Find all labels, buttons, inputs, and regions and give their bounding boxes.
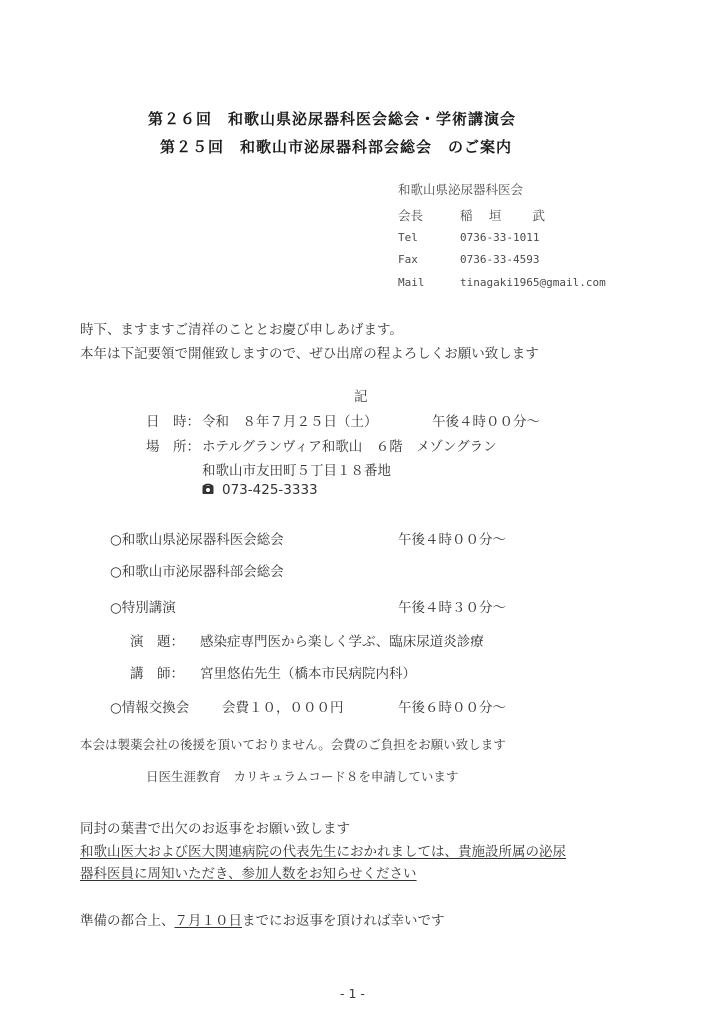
lecture-theme-label: 演 題： <box>130 634 184 650</box>
mail-value: tinagaki1965@gmail.com <box>460 276 606 289</box>
tel-label: Tel <box>398 231 418 244</box>
deadline-prefix: 準備の都合上、 <box>80 913 175 929</box>
page-title-line1: 第２６回 和歌山県泌尿器科医会総会・学術講演会 <box>148 110 517 128</box>
address: 和歌山市友田町５丁目１８番地 <box>202 463 391 479</box>
phone-icon <box>202 483 214 495</box>
page-title-line2: 第２５回 和歌山市泌尿器科部会総会 のご案内 <box>160 138 513 156</box>
program-time: 午後４時３０分～ <box>398 600 506 616</box>
start-time: 午後４時００分～ <box>432 414 540 430</box>
place-label: 場 所： <box>146 439 200 455</box>
mail-label: Mail <box>398 276 425 289</box>
networking-time: 午後６時００分～ <box>398 700 506 716</box>
tel-value: 0736-33-1011 <box>460 231 540 244</box>
program-time: 午後４時００分～ <box>398 532 506 548</box>
greeting-line2: 本年は下記要領で開催致しますので、ぜひ出席の程よろしくお願い致します <box>80 346 539 362</box>
networking-label: ○情報交換会 <box>110 700 190 716</box>
ki-heading: 記 <box>354 389 368 405</box>
closing-line3: 器科医員に周知いただき、参加人数をお知らせください <box>80 866 417 882</box>
sender-org: 和歌山県泌尿器科医会 <box>398 182 524 197</box>
place-value: ホテルグランヴィア和歌山 ６階 メゾングラン <box>202 439 497 455</box>
program-item: ○和歌山市泌尿器科部会総会 <box>110 564 284 580</box>
phone-line <box>202 482 318 498</box>
phone-number: 073-425-3333 <box>222 482 318 498</box>
program-item: ○和歌山県泌尿器科医会総会 <box>110 532 284 548</box>
lecture-theme: 感染症専門医から楽しく学ぶ、臨床尿道炎診療 <box>200 634 484 650</box>
deadline-date: ７月１０日 <box>174 913 242 929</box>
deadline-suffix: までにお返事を頂ければ幸いです <box>242 913 445 929</box>
note-sponsorship: 本会は製薬会社の後援を頂いておりません。会費のご負担をお願い致します <box>80 737 506 752</box>
networking-fee: 会費１０，０００円 <box>222 700 344 716</box>
lecture-speaker: 宮里悠佑先生（橋本市民病院内科） <box>200 666 416 682</box>
note-cme: 日医生涯教育 カリキュラムコード８を申請しています <box>146 769 459 784</box>
deadline-line <box>80 909 445 929</box>
fax-value: 0736-33-4593 <box>460 253 540 266</box>
date-label: 日 時： <box>146 414 200 430</box>
sender-role: 会長 <box>398 208 424 223</box>
closing-line1: 同封の葉書で出欠のお返事をお願い致します <box>80 821 350 837</box>
sender-name: 稲 垣 武 <box>460 208 548 223</box>
lecture-speaker-label: 講 師： <box>130 666 184 682</box>
program-item: ○特別講演 <box>110 600 176 616</box>
page-number: - 1 - <box>340 986 365 1001</box>
greeting-line1: 時下、ますますご清祥のこととお慶び申しあげます。 <box>80 322 403 338</box>
closing-line2: 和歌山医大および医大関連病院の代表先生におかれましては、貴施設所属の泌尿 <box>80 844 566 860</box>
fax-label: Fax <box>398 253 418 266</box>
date-value: 令和 ８年７月２５日（土） <box>202 414 378 430</box>
